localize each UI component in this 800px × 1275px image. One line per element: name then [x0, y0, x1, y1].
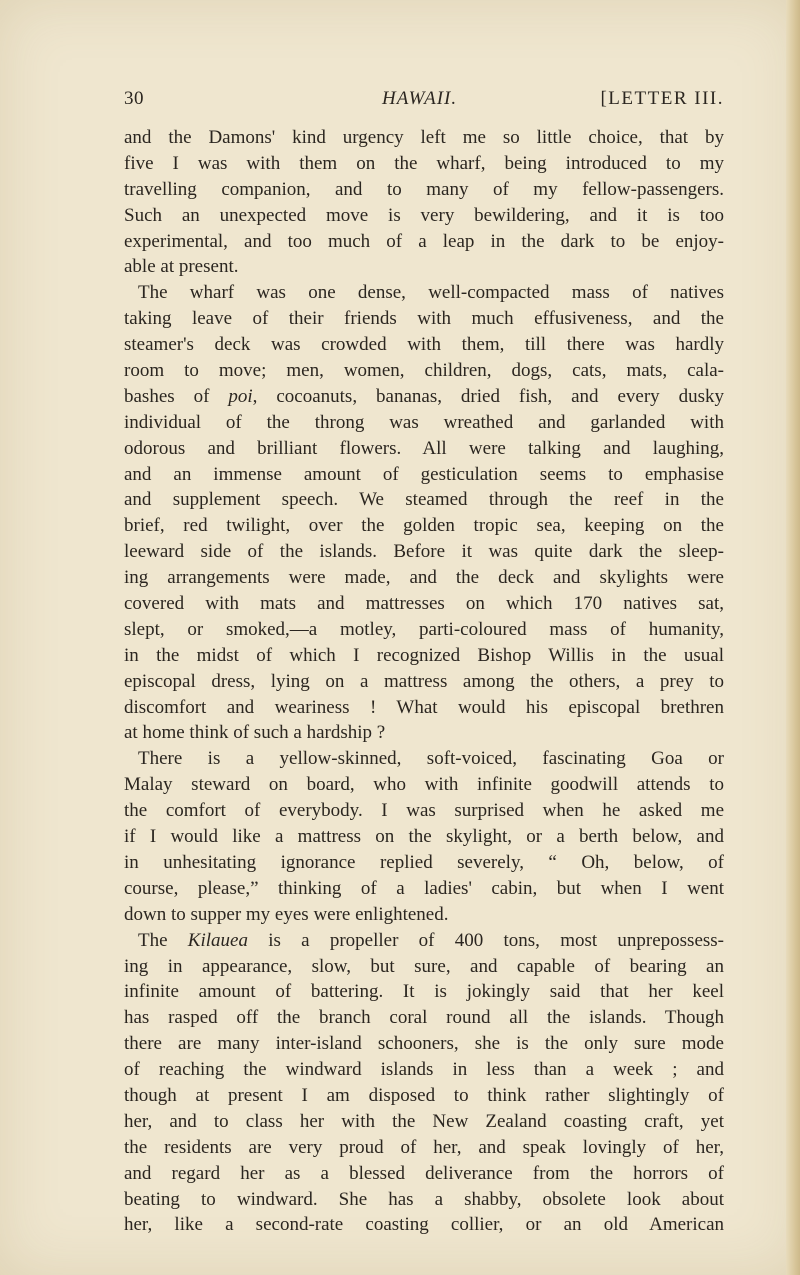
text-line — [124, 436, 724, 462]
text-line — [124, 177, 724, 203]
text-line — [124, 850, 724, 876]
line-text: bashes of — [124, 385, 229, 407]
line-text: beating to windward. She has a shabby, obsolete look about — [124, 1188, 724, 1210]
text-line — [124, 669, 724, 695]
line-text: There is a yellow-skinned, soft-voiced, fascinating Goa or — [138, 748, 724, 770]
line-text: and an immense amount of gesticulation seems to emphasise — [124, 463, 724, 485]
line-text: and the Damons' kind urgency left me so little choice, that by — [124, 127, 724, 148]
text-line — [124, 902, 724, 928]
text-line — [124, 1161, 724, 1187]
line-text: her, like a second-rate coasting collier, or an old American — [124, 1214, 724, 1236]
line-text: has rasped off the branch coral round all the islands. Though — [124, 1007, 724, 1029]
line-text: The — [138, 929, 188, 951]
text-line — [124, 1187, 724, 1213]
text-line — [124, 254, 724, 280]
line-text: the comfort of everybody. I was surprised when he asked me — [124, 800, 724, 822]
body-text — [124, 125, 724, 1238]
text-line — [124, 591, 724, 617]
line-text: leeward side of the islands. Before it was quite dark the sleep- — [124, 541, 724, 563]
line-text: and supplement speech. We steamed through the reef in the — [124, 489, 724, 511]
text-line — [124, 125, 724, 151]
text-line — [124, 643, 724, 669]
line-text: The wharf was one dense, well-compacted mass of natives — [138, 282, 724, 304]
line-text: her, and to class her with the New Zealand coasting craft, yet — [124, 1110, 724, 1132]
line-text-continued: is a propeller of 400 tons, most unprepossess- — [247, 929, 724, 951]
line-text: there are many inter-island schooners, she is the only sure mode — [124, 1033, 724, 1055]
running-head — [124, 88, 724, 114]
text-line — [124, 798, 724, 824]
line-text: of reaching the windward islands in less than a week ; and — [124, 1059, 724, 1081]
line-text: steamer's deck was crowded with them, till there was hardly — [124, 334, 724, 356]
line-text: room to move; men, women, children, dogs, cats, mats, cala- — [124, 360, 724, 382]
line-text: though at present I am disposed to think rather slightingly of — [124, 1084, 724, 1106]
line-text: Malay steward on board, who with infinite goodwill attends to — [124, 774, 724, 796]
text-line — [124, 203, 724, 229]
text-line — [124, 462, 724, 488]
text-line — [124, 539, 724, 565]
text-line — [124, 306, 724, 332]
text-line — [124, 410, 724, 436]
text-line — [124, 720, 724, 746]
text-line — [124, 1109, 724, 1135]
text-line — [124, 772, 724, 798]
text-line — [124, 1083, 724, 1109]
line-text: at home think of such a hardship ? — [124, 722, 386, 744]
line-text: in the midst of which I recognized Bishop Willis in the usual — [124, 644, 724, 666]
text-line — [124, 954, 724, 980]
line-text: slept, or smoked,—a motley, parti-coloured mass of humanity, — [124, 618, 724, 640]
line-text: episcopal dress, lying on a mattress among the others, a prey to — [124, 670, 724, 692]
line-text: taking leave of their friends with much effusiveness, and the — [124, 308, 724, 330]
text-line — [124, 1031, 724, 1057]
text-line — [124, 1135, 724, 1161]
line-text: course, please,” thinking of a ladies' cabin, but when I went — [124, 877, 724, 899]
line-text: five I was with them on the wharf, being introduced to my — [124, 152, 724, 174]
text-line — [124, 151, 724, 177]
text-line — [124, 487, 724, 513]
line-text: discomfort and weariness ! What would his episcopal brethren — [124, 696, 724, 718]
line-text: the residents are very proud of her, and speak lovingly of her, — [124, 1136, 724, 1158]
text-line — [124, 565, 724, 591]
text-line — [124, 746, 724, 772]
line-text: ing in appearance, slow, but sure, and capable of bearing an — [124, 955, 724, 977]
italic-word: Kilauea — [187, 929, 248, 951]
letter-heading: [LETTER III. — [600, 88, 724, 109]
text-line — [124, 928, 724, 954]
line-text: brief, red twilight, over the golden tropic sea, keeping on the — [124, 515, 724, 537]
line-text: odorous and brilliant flowers. All were talking and laughing, — [124, 437, 724, 459]
italic-word: poi — [228, 385, 253, 407]
page-edge — [786, 0, 800, 1275]
line-text-continued: , cocoanuts, bananas, dried fish, and every dusky — [252, 385, 724, 407]
text-line — [124, 1005, 724, 1031]
line-text: able at present. — [124, 256, 239, 278]
text-line — [124, 695, 724, 721]
text-line — [124, 513, 724, 539]
text-line — [124, 876, 724, 902]
text-line — [124, 229, 724, 255]
text-line — [124, 979, 724, 1005]
line-text: Such an unexpected move is very bewildering, and it is too — [124, 204, 724, 226]
line-text: covered with mats and mattresses on which 170 natives sat, — [124, 593, 724, 615]
line-text: infinite amount of battering. It is jokingly said that her keel — [124, 981, 724, 1003]
text-line — [124, 280, 724, 306]
text-line — [124, 384, 724, 410]
text-line — [124, 358, 724, 384]
text-line — [124, 1057, 724, 1083]
line-text: down to supper my eyes were enlightened. — [124, 903, 449, 925]
line-text: in unhesitating ignorance replied severely, “ Oh, below, of — [124, 851, 724, 873]
line-text: travelling companion, and to many of my fellow-passengers. — [124, 178, 724, 200]
text-line — [124, 1212, 724, 1238]
line-text: experimental, and too much of a leap in the dark to be enjoy- — [124, 230, 724, 252]
line-text: ing arrangements were made, and the deck and skylights were — [124, 567, 724, 589]
text-line — [124, 332, 724, 358]
text-line — [124, 617, 724, 643]
text-line — [124, 824, 724, 850]
line-text: if I would like a mattress on the skylight, or a berth below, and — [124, 826, 724, 848]
line-text: and regard her as a blessed deliverance from the horrors of — [124, 1162, 724, 1184]
page-number: 30 — [124, 88, 144, 109]
line-text: individual of the throng was wreathed and garlanded with — [124, 411, 724, 433]
running-title: HAWAII. — [382, 88, 458, 109]
